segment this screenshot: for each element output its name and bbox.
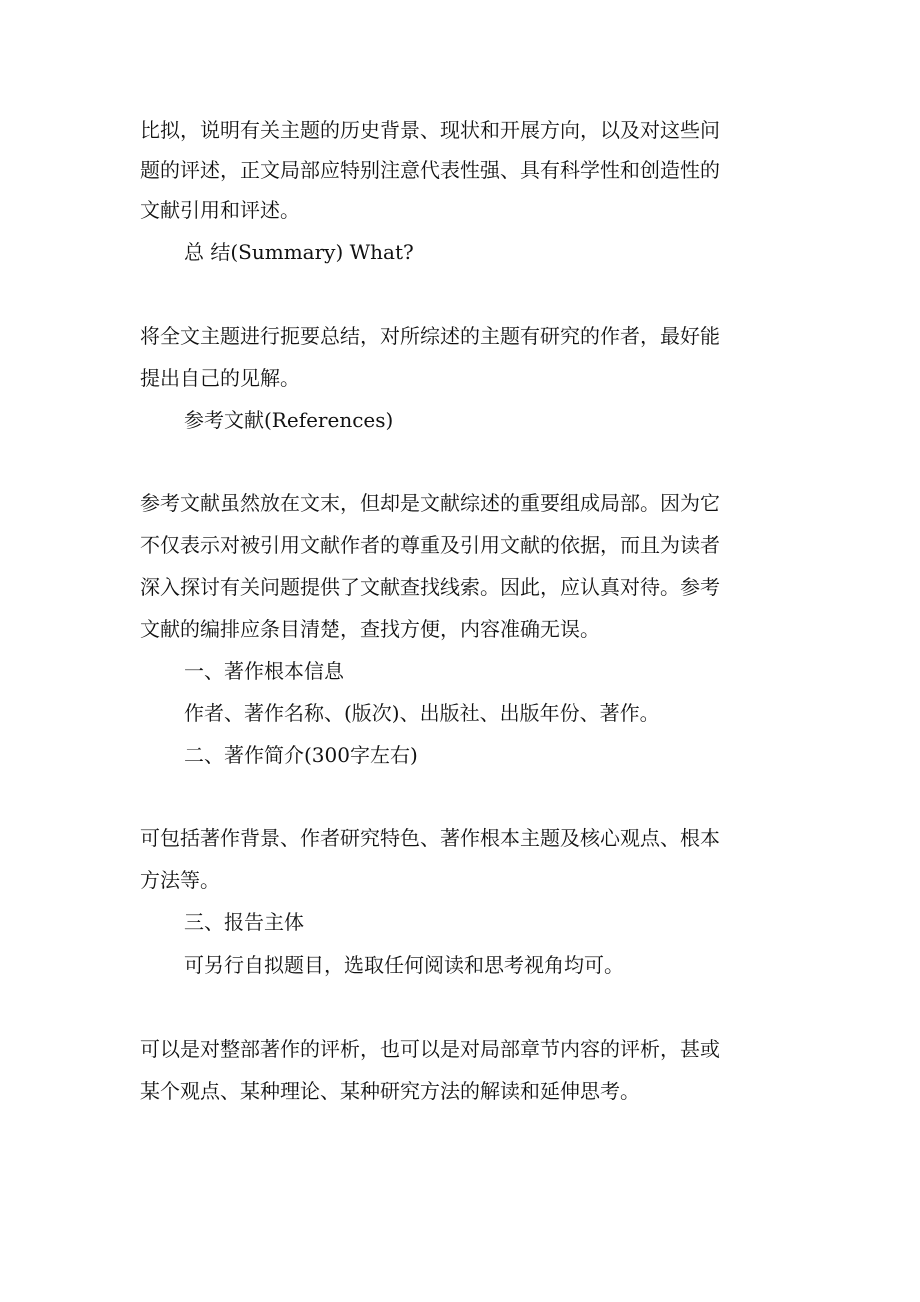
body-text-line: 方法等。 bbox=[140, 868, 220, 892]
section-heading-introduction: 二、著作简介(300字左右) bbox=[184, 743, 418, 767]
body-text-line: 比拟，说明有关主题的历史背景、现状和开展方向，以及对这些问 bbox=[140, 118, 720, 142]
body-text-line: 文献的编排应条目清楚，查找方便，内容准确无误。 bbox=[140, 617, 600, 641]
section-heading-references: 参考文献(References) bbox=[184, 408, 394, 432]
body-text-line: 深入探讨有关问题提供了文献查找线索。因此，应认真对待。参考 bbox=[140, 575, 720, 599]
section-heading-report-body: 三、报告主体 bbox=[184, 910, 304, 934]
body-text-line: 将全文主题进行扼要总结，对所综述的主题有研究的作者，最好能 bbox=[140, 324, 720, 348]
body-text-line: 参考文献虽然放在文末，但却是文献综述的重要组成局部。因为它 bbox=[140, 491, 720, 515]
section-heading-summary: 总 结(Summary) What? bbox=[184, 240, 414, 264]
body-text-line: 提出自己的见解。 bbox=[140, 366, 300, 390]
body-text-line: 作者、著作名称、(版次)、出版社、出版年份、著作。 bbox=[184, 701, 660, 725]
body-text-line: 可另行自拟题目，选取任何阅读和思考视角均可。 bbox=[184, 953, 624, 977]
body-text-line: 某个观点、某种理论、某种研究方法的解读和延伸思考。 bbox=[140, 1079, 640, 1103]
body-text-line: 题的评述，正文局部应特别注意代表性强、具有科学性和创造性的 bbox=[140, 158, 720, 182]
body-text-line: 可包括著作背景、作者研究特色、著作根本主题及核心观点、根本 bbox=[140, 826, 720, 850]
section-heading-basic-info: 一、著作根本信息 bbox=[184, 659, 344, 683]
body-text-line: 可以是对整部著作的评析，也可以是对局部章节内容的评析，甚或 bbox=[140, 1037, 720, 1061]
body-text-line: 文献引用和评述。 bbox=[140, 198, 300, 222]
body-text-line: 不仅表示对被引用文献作者的尊重及引用文献的依据，而且为读者 bbox=[140, 533, 720, 557]
